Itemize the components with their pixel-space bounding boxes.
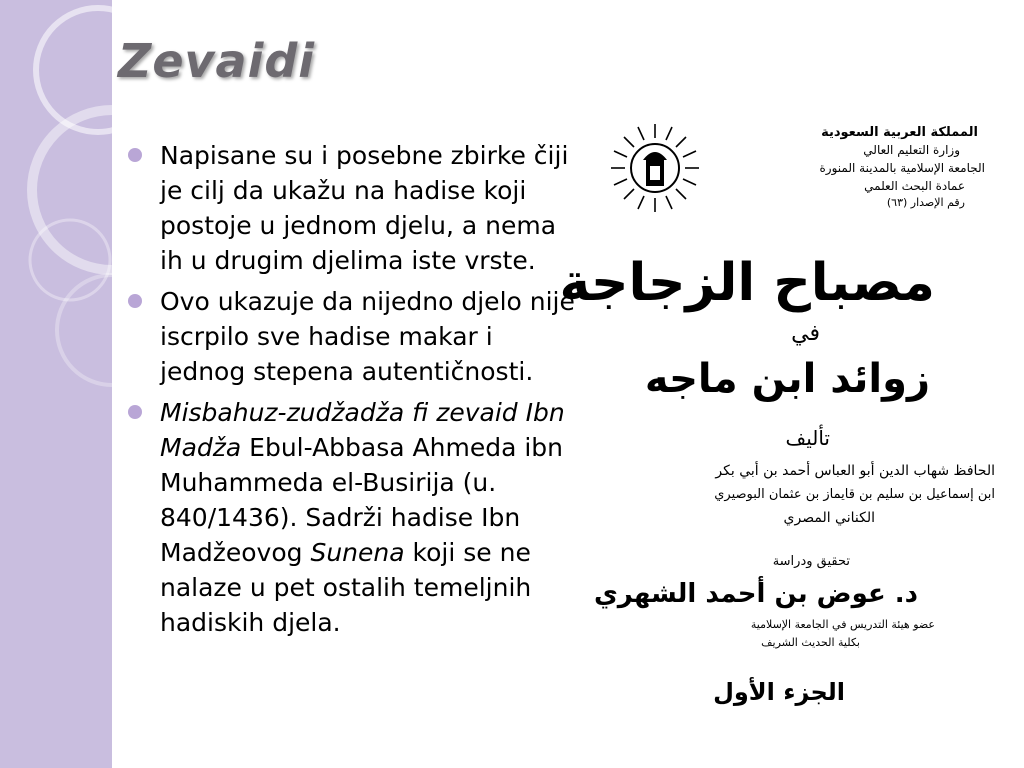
header-line: رقم الإصدار (٦٣) — [886, 196, 965, 209]
author-line: الكناني المصري — [783, 510, 875, 526]
bullet-dot-icon — [128, 405, 142, 419]
bullet-item — [122, 395, 577, 640]
header-line: عمادة البحث العلمي — [864, 179, 965, 193]
editor-line: بكلية الحديث الشريف — [761, 636, 860, 649]
university-emblem-icon — [611, 124, 699, 212]
bullet-text: Ebul-Abbasa Ahmeda ibn Muhammeda el-Busirija (u. 840/1436). Sadrži hadise Ibn Madžeovog — [160, 433, 564, 567]
tahqiq-label: تحقيق ودراسة — [772, 554, 850, 569]
header-line: المملكة العربية السعودية — [821, 125, 978, 140]
book-title-arabic: مصباح الزجاجة — [559, 253, 935, 313]
volume-label: الجزء الأول — [713, 678, 845, 706]
bullet-text: Napisane su i posebne zbirke čiji je cilj da ukažu na hadise koji postoje u jednom djelu, a nema ih u drugim djelima iste vrste. — [160, 141, 569, 275]
slide-title: Zevaidi — [118, 34, 316, 88]
bullet-dot-icon — [128, 294, 142, 308]
book-title-fi: في — [791, 321, 820, 346]
decorative-swirl-graphic — [0, 0, 112, 768]
bullet-text: Ovo ukazuje da nijedno djelo nije iscrpilo sve hadise makar i jednog stepena autentičnosti. — [160, 287, 575, 386]
taalif-label: تأليف — [785, 426, 830, 450]
institution-header — [820, 125, 985, 209]
header-line: وزارة التعليم العالي — [863, 143, 960, 157]
bullet-text: koji se ne nalaze u pet ostalih temeljnih hadiskih djela. — [160, 538, 532, 637]
author-line: الحافظ شهاب الدين أبو العباس أحمد بن أبي بكر — [715, 463, 995, 479]
bullet-item — [122, 138, 577, 278]
book-cover-image — [559, 110, 1000, 730]
editor-line: عضو هيئة التدريس في الجامعة الإسلامية — [750, 618, 935, 631]
side-decoration-band — [0, 0, 112, 768]
book-subtitle-arabic: زوائد ابن ماجه — [644, 356, 930, 402]
editor-name: د. عوض بن أحمد الشهري — [593, 579, 918, 609]
bullet-item — [122, 284, 577, 389]
sunen-italic: Sunena — [310, 538, 405, 567]
bullet-dot-icon — [128, 148, 142, 162]
bullet-list — [122, 138, 577, 646]
author-line: ابن إسماعيل بن سليم بن قايماز بن عثمان البوصيري — [714, 487, 995, 502]
book-title-italic: Misbahuz-zudžadža fi zevaid Ibn Madža — [160, 398, 565, 462]
header-line: الجامعة الإسلامية بالمدينة المنورة — [819, 161, 985, 175]
